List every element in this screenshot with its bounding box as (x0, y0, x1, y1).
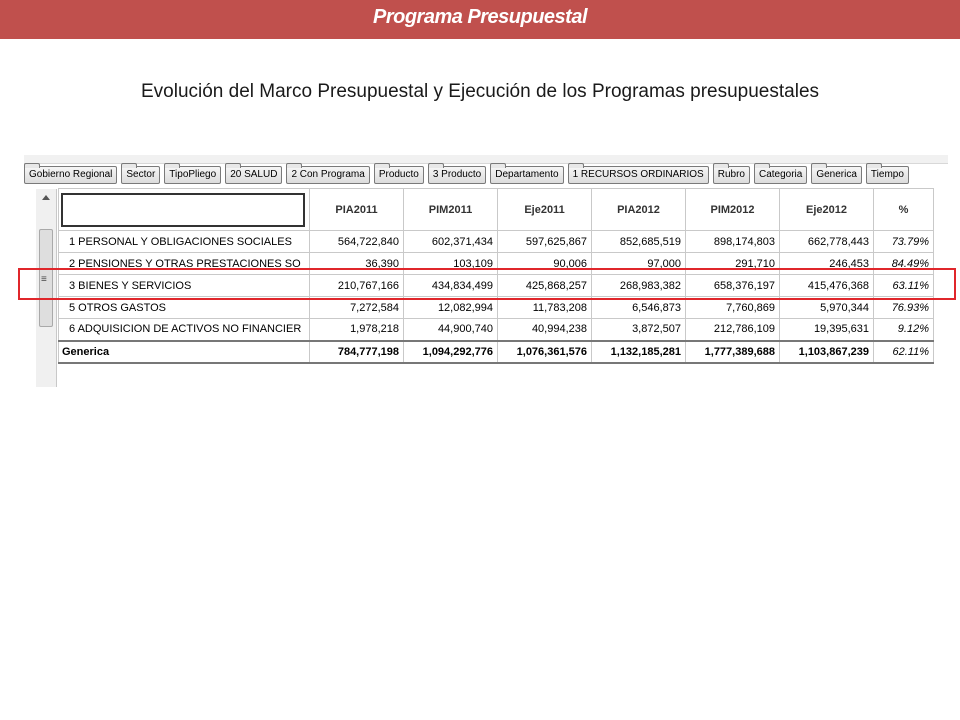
table-cell: 103,109 (404, 253, 498, 275)
table-row[interactable] (59, 297, 934, 319)
row-label: 2 PENSIONES Y OTRAS PRESTACIONES SO (59, 253, 310, 275)
table-cell: 11,783,208 (498, 297, 592, 319)
toolbar-strip (24, 155, 948, 164)
table-cell: 415,476,368 (780, 275, 874, 297)
total-percent-cell: 62.11% (874, 341, 934, 363)
slide-subtitle: Evolución del Marco Presupuestal y Ejecución de los Programas presupuestales (140, 81, 820, 102)
column-header[interactable]: PIA2011 (310, 189, 404, 231)
row-label: 6 ADQUISICION DE ACTIVOS NO FINANCIER (59, 319, 310, 341)
table-row[interactable] (59, 231, 934, 253)
table-cell: 210,767,166 (310, 275, 404, 297)
percent-cell: 76.93% (874, 297, 934, 319)
budget-pivot-table (58, 188, 934, 364)
tab-con-programa[interactable]: 2 Con Programa (286, 166, 369, 184)
table-cell: 564,722,840 (310, 231, 404, 253)
tab-tiempo[interactable]: Tiempo (866, 166, 909, 184)
table-cell: 12,082,994 (404, 297, 498, 319)
row-header-cell (59, 189, 310, 231)
table-cell: 434,834,499 (404, 275, 498, 297)
percent-cell: 9.12% (874, 319, 934, 341)
table-cell: 6,546,873 (592, 297, 686, 319)
table-cell: 7,272,584 (310, 297, 404, 319)
table-cell: 40,994,238 (498, 319, 592, 341)
table-cell: 268,983,382 (592, 275, 686, 297)
grip-icon: ≡ (41, 274, 47, 285)
total-row[interactable] (59, 341, 934, 363)
total-cell: 1,076,361,576 (498, 341, 592, 363)
scroll-up-arrow-icon[interactable] (42, 195, 50, 200)
percent-cell: 84.49% (874, 253, 934, 275)
table-cell: 212,786,109 (686, 319, 780, 341)
header-banner (0, 0, 960, 39)
row-label: 3 BIENES Y SERVICIOS (59, 275, 310, 297)
row-label: 1 PERSONAL Y OBLIGACIONES SOCIALES (59, 231, 310, 253)
tab-categoria[interactable]: Categoria (754, 166, 807, 184)
tab-3-producto[interactable]: 3 Producto (428, 166, 486, 184)
banner-title: Programa Presupuestal (372, 6, 588, 28)
total-cell: 784,777,198 (310, 341, 404, 363)
table-cell: 425,868,257 (498, 275, 592, 297)
table-cell: 597,625,867 (498, 231, 592, 253)
table-cell: 852,685,519 (592, 231, 686, 253)
table-cell: 5,970,344 (780, 297, 874, 319)
total-cell: 1,103,867,239 (780, 341, 874, 363)
table-cell: 1,978,218 (310, 319, 404, 341)
percent-cell: 63.11% (874, 275, 934, 297)
tab-sector[interactable]: Sector (121, 166, 160, 184)
column-header[interactable]: % (874, 189, 934, 231)
tab-generica[interactable]: Generica (811, 166, 862, 184)
tab-gobierno-regional[interactable]: Gobierno Regional (24, 166, 117, 184)
table-cell: 90,006 (498, 253, 592, 275)
percent-cell: 73.79% (874, 231, 934, 253)
table-cell: 291,710 (686, 253, 780, 275)
table-cell: 97,000 (592, 253, 686, 275)
total-label: Generica (59, 341, 310, 363)
table-cell: 662,778,443 (780, 231, 874, 253)
row-label: 5 OTROS GASTOS (59, 297, 310, 319)
table-cell: 602,371,434 (404, 231, 498, 253)
tab-tipopliego[interactable]: TipoPliego (164, 166, 221, 184)
total-cell: 1,094,292,776 (404, 341, 498, 363)
table-cell: 3,872,507 (592, 319, 686, 341)
table-row[interactable] (59, 253, 934, 275)
total-cell: 1,777,389,688 (686, 341, 780, 363)
column-header[interactable]: Eje2012 (780, 189, 874, 231)
table-cell: 44,900,740 (404, 319, 498, 341)
tab-departamento[interactable]: Departamento (490, 166, 563, 184)
table-cell: 7,760,869 (686, 297, 780, 319)
table-row-highlighted[interactable] (59, 275, 934, 297)
vertical-scrollbar[interactable] (36, 189, 57, 387)
tab-producto[interactable]: Producto (374, 166, 424, 184)
table-cell: 658,376,197 (686, 275, 780, 297)
column-header[interactable]: PIM2012 (686, 189, 780, 231)
table-cell: 19,395,631 (780, 319, 874, 341)
table-cell: 898,174,803 (686, 231, 780, 253)
pivot-screenshot (24, 155, 948, 387)
tab-recursos-ordinarios[interactable]: 1 RECURSOS ORDINARIOS (568, 166, 709, 184)
table-cell: 36,390 (310, 253, 404, 275)
tab-20-salud[interactable]: 20 SALUD (225, 166, 282, 184)
table-row[interactable] (59, 319, 934, 341)
table-cell: 246,453 (780, 253, 874, 275)
column-header[interactable]: PIA2012 (592, 189, 686, 231)
row-header-box (61, 193, 305, 227)
column-header[interactable]: PIM2011 (404, 189, 498, 231)
header-row (59, 189, 934, 231)
dimension-tab-bar (24, 165, 948, 185)
tab-rubro[interactable]: Rubro (713, 166, 750, 184)
column-header[interactable]: Eje2011 (498, 189, 592, 231)
total-cell: 1,132,185,281 (592, 341, 686, 363)
